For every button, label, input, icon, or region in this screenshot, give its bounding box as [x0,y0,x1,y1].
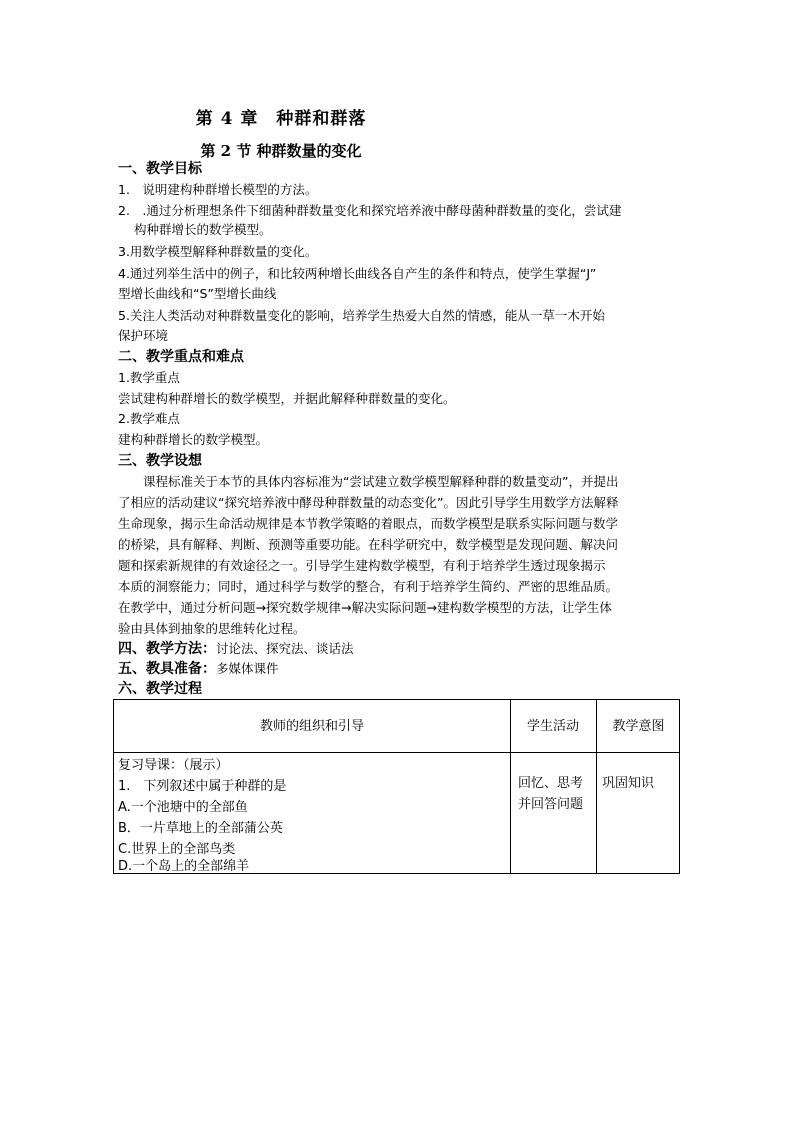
goal-item: 1. 说明建构种群增长模型的方法。 [118,182,318,197]
header-divider [114,752,679,753]
goal-item: 型增长曲线和“S”型增长曲线 [118,286,277,301]
goal-item: 3.用数学模型解释种群数量的变化。 [118,244,318,259]
header-student: 学生活动 [526,719,579,734]
teacher-line: 复习导课：（展示） [118,758,229,773]
teaching-process-table [113,699,680,874]
tools-line [118,659,680,680]
design-line: 在教学中，通过分析问题→探究数学规律→解决实际问题→建构数学模型的方法，让学生体 [118,600,612,615]
teacher-line: D.一个岛上的全部绵羊 [118,859,250,874]
process-heading: 六、教学过程 [118,681,202,697]
design-line: 的桥梁，具有解释、判断、预测等重要功能。在科学研究中，数学模型是发现问题、解决问 [118,537,619,552]
focus-text: 尝试建构种群增长的数学模型，并据此解释种群数量的变化。 [118,391,456,406]
goals-heading: 一、教学目标 [118,161,202,177]
student-line: 并回答问题 [518,797,584,812]
goal-item: 构种群增长的数学模型。 [134,222,272,237]
methods-line [118,639,680,660]
goal-item: 5.关注人类活动对种群数量变化的影响，培养学生热爱大自然的情感，能从一草一木开始 [118,308,605,323]
design-line: 验由具体到抽象的思维转化过程。 [118,621,306,636]
design-heading: 三、教学设想 [118,453,202,469]
design-line: 题和探索新规律的有效途径之一。引导学生建构数学模型，有利于培养学生透过现象揭示 [118,558,606,573]
tools-text: 多媒体课件 [216,661,279,676]
focus-label: 1.教学重点 [118,370,180,385]
teacher-line: A.一个池塘中的全部鱼 [118,800,248,815]
key-points-heading: 二、教学重点和难点 [118,349,244,365]
teacher-line: B．一片草地上的全部蒲公英 [118,821,283,836]
methods-text: 讨论法、探究法、谈话法 [216,641,354,656]
header-teacher: 教师的组织和引导 [259,719,364,734]
goal-item: 2. .通过分析理想条件下细菌种群数量变化和探究培养液中酵母菌种群数量的变化，尝试建 [118,203,622,218]
student-line: 回忆、思考 [518,776,584,791]
design-line: 本质的洞察能力；同时，通过科学与数学的整合，有利于培养学生简约、严密的思维品质。 [118,579,619,594]
methods-heading: 四、教学方法： [118,641,216,657]
difficulty-label: 2.教学难点 [118,411,180,426]
design-line: 课程标准关于本节的具体内容标准为“尝试建立数学模型解释种群的数量变动”，并提出 [118,474,619,489]
intent-line: 巩固知识 [602,776,655,791]
teacher-line: 1. 下列叙述中属于种群的是 [118,779,287,794]
header-intent: 教学意图 [612,719,665,734]
teacher-line: C.世界上的全部鸟类 [118,842,236,857]
tools-heading: 五、教具准备： [118,661,216,677]
section-title: 第 2 节 种群数量的变化 [200,142,362,160]
difficulty-text: 建构种群增长的数学模型。 [118,432,269,447]
design-line: 生命现象，揭示生命活动规律是本节教学策略的着眼点，而数学模型是联系实际问题与数学 [118,516,619,531]
chapter-title: 第 4 章 种群和群落 [195,109,367,129]
design-line: 了相应的活动建议“探究培养液中酵母种群数量的动态变化”。因此引导学生用数学方法解释 [118,495,619,510]
goal-item: 4.通过列举生活中的例子，和比较两种增长曲线各自产生的条件和特点，使学生掌握“J” [118,266,597,281]
goal-item: 保护环境 [118,328,169,343]
